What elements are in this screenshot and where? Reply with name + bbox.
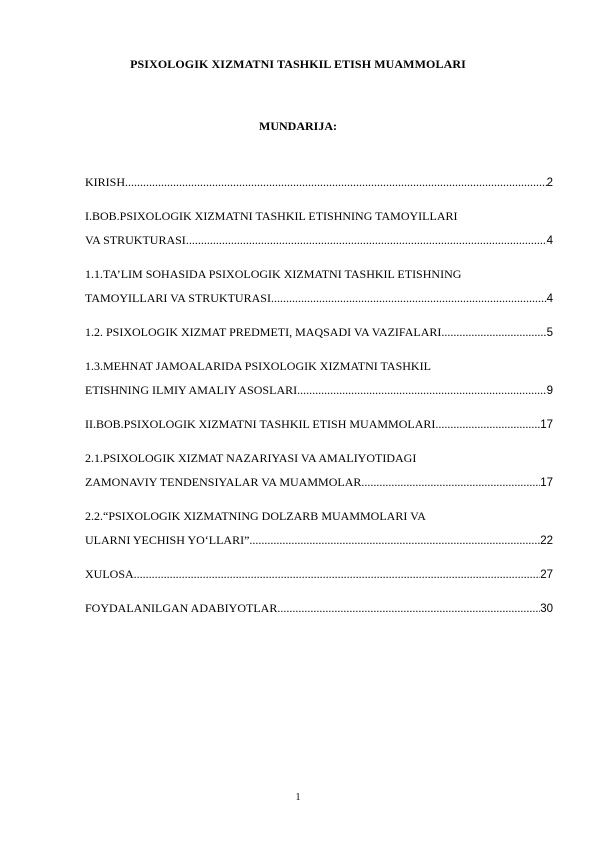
toc-entry-text: 1.2. PSIXOLOGIK XIZMAT PREDMETI, MAQSADI VA VAZIFALARI: [85, 325, 442, 339]
toc-entry: [85, 262, 553, 310]
toc-dot-leader: [271, 286, 547, 310]
toc-entry: [85, 170, 553, 194]
toc-page-number: 2: [546, 177, 553, 189]
toc-entry-line: [85, 204, 553, 228]
toc-entry: [85, 204, 553, 252]
toc-dot-leader: [297, 378, 546, 402]
toc-entry: [85, 504, 553, 552]
toc-page-number: 4: [546, 235, 553, 247]
toc-entry-line: [85, 412, 553, 436]
toc-entry-line: [85, 262, 553, 286]
toc-entry-line: [85, 228, 553, 252]
toc-entry-text: 1.1.TA’LIM SOHASIDA PSIXOLOGIK XIZMATNI TASHKIL ETISHNING: [85, 267, 462, 281]
toc-dot-leader: [435, 412, 540, 436]
toc-dot-leader: [441, 320, 546, 344]
toc-dot-leader: [249, 528, 540, 552]
toc-dot-leader: [125, 170, 547, 194]
toc-entry-text: ULARNI YECHISH YO‘LLARI”: [85, 533, 250, 547]
toc-entry-line: [85, 504, 553, 528]
toc-entry-line: [85, 286, 553, 310]
toc-page-number: 17: [540, 419, 553, 431]
toc-page-number: 30: [540, 603, 553, 615]
toc-entry: [85, 320, 553, 344]
toc-page-number: 22: [540, 535, 553, 547]
toc-page-number: 17: [540, 477, 553, 489]
toc-entry-text: ZAMONAVIY TENDENSIYALAR VA MUAMMOLAR: [85, 475, 362, 489]
toc-entry-text: 2.2.“PSIXOLOGIK XIZMATNING DOLZARB MUAMMOLARI VA: [85, 509, 426, 523]
toc-entry-line: [85, 170, 553, 194]
toc-entry: [85, 446, 553, 494]
toc-entry: [85, 412, 553, 436]
toc-entry-line: [85, 378, 553, 402]
toc-dot-leader: [134, 562, 541, 586]
table-of-contents: [85, 170, 553, 630]
toc-entry-line: [85, 470, 553, 494]
toc-entry-text: ETISHNING ILMIY AMALIY ASOSLARI: [85, 383, 298, 397]
toc-entry: [85, 562, 553, 586]
page-number: 1: [295, 792, 301, 803]
toc-entry-line: [85, 354, 553, 378]
toc-entry-text: XULOSA: [85, 567, 134, 581]
toc-page-number: 9: [546, 385, 553, 397]
toc-entry-line: [85, 562, 553, 586]
toc-page-number: 5: [546, 327, 553, 339]
toc-dot-leader: [361, 470, 540, 494]
toc-entry: [85, 596, 553, 620]
toc-entry: [85, 354, 553, 402]
toc-entry-text: 2.1.PSIXOLOGIK XIZMAT NAZARIYASI VA AMALIYOTIDAGI: [85, 451, 417, 465]
toc-entry-text: I.BOB.PSIXOLOGIK XIZMATNI TASHKIL ETISHNING TAMOYILLARI: [85, 209, 458, 223]
toc-heading: MUNDARIJA:: [259, 119, 337, 133]
toc-entry-line: [85, 320, 553, 344]
toc-dot-leader: [277, 596, 540, 620]
toc-entry-text: II.BOB.PSIXOLOGIK XIZMATNI TASHKIL ETISH MUAMMOLARI: [85, 417, 436, 431]
toc-entry-line: [85, 596, 553, 620]
toc-entry-line: [85, 446, 553, 470]
toc-entry-text: FOYDALANILGAN ADABIYOTLAR: [85, 601, 278, 615]
toc-entry-text: 1.3.MEHNAT JAMOALARIDA PSIXOLOGIK XIZMATNI TASHKIL: [85, 359, 431, 373]
toc-entry-text: KIRISH: [85, 175, 126, 189]
toc-dot-leader: [186, 228, 547, 252]
document-title: PSIXOLOGIK XIZMATNI TASHKIL ETISH MUAMMOLARI: [130, 57, 466, 71]
toc-entry-text: TAMOYILLARI VA STRUKTURASI: [85, 291, 271, 305]
toc-page-number: 4: [546, 293, 553, 305]
toc-entry-line: [85, 528, 553, 552]
toc-entry-text: VA STRUKTURASI: [85, 233, 186, 247]
toc-page-number: 27: [540, 569, 553, 581]
